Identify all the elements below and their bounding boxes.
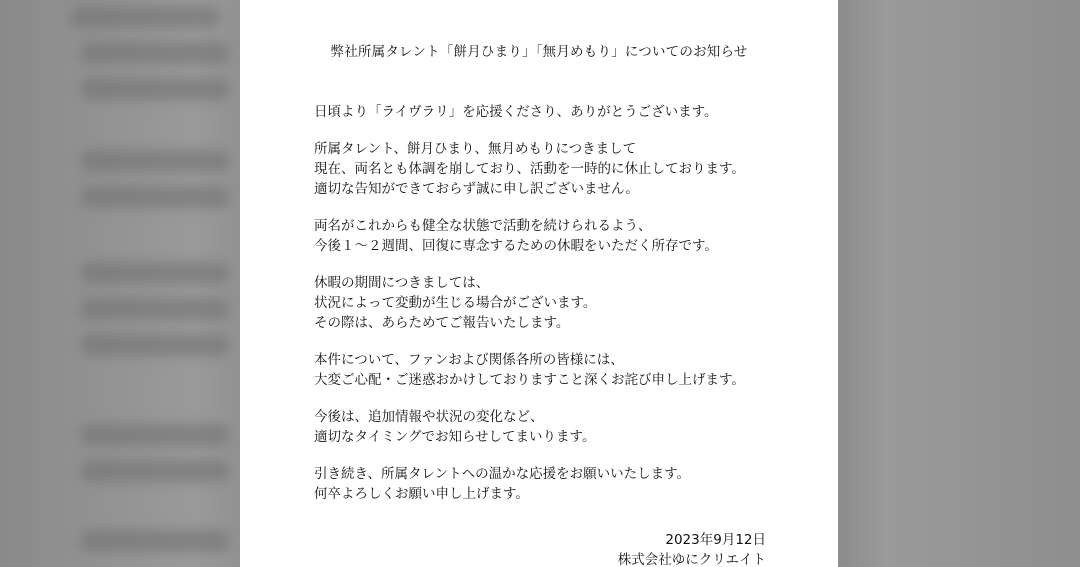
paragraph xyxy=(314,407,814,447)
blurred-text-decoration xyxy=(80,460,230,482)
document-body xyxy=(314,102,814,521)
paragraph xyxy=(314,273,814,333)
blurred-text-decoration xyxy=(80,424,230,446)
company-name: 株式会社ゆにクリエイト xyxy=(617,552,766,567)
body-line: 今後１～２週間、回復に専念するための休暇をいただく所存です。 xyxy=(314,238,718,254)
blurred-text-decoration xyxy=(70,6,220,28)
blurred-text-decoration xyxy=(80,186,230,208)
blurred-text-decoration xyxy=(80,78,230,100)
body-line: 現在、両名とも体調を崩しており、活動を一時的に休止しております。 xyxy=(314,161,745,177)
blurred-text-decoration xyxy=(80,298,230,320)
body-line: 適切なタイミングでお知らせしてまいります。 xyxy=(314,429,596,445)
body-line: 日頃より「ライヴラリ」を応援くださり、ありがとうございます。 xyxy=(314,104,718,120)
body-line: 休暇の期間につきましては、 xyxy=(314,275,490,291)
body-line: 何卒よろしくお願い申し上げます。 xyxy=(314,486,529,502)
paragraph xyxy=(314,139,814,199)
body-line: 引き続き、所属タレントへの温かな応援をお願いいたします。 xyxy=(314,466,691,482)
paragraph xyxy=(314,350,814,390)
blurred-text-decoration xyxy=(80,334,230,356)
notice-document xyxy=(240,0,838,567)
body-line: 今後は、追加情報や状況の変化など、 xyxy=(314,409,544,425)
body-line: 両名がこれからも健全な状態で活動を続けられるよう、 xyxy=(314,218,652,234)
blurred-text-decoration xyxy=(80,530,230,552)
body-line: 所属タレント、餅月ひまり、無月めもりにつきまして xyxy=(314,141,637,157)
body-line: 状況によって変動が生じる場合がございます。 xyxy=(314,295,597,311)
blurred-text-decoration xyxy=(80,262,230,284)
paragraph xyxy=(314,464,814,504)
blurred-text-decoration xyxy=(80,150,230,172)
document-title: 弊社所属タレント「餅月ひまり」「無月めもり」についてのお知らせ xyxy=(330,44,748,60)
blurred-text-decoration xyxy=(80,42,230,64)
body-line: 適切な告知ができておらず誠に申し訳ございません。 xyxy=(314,181,639,197)
body-line: その際は、あらためてご報告いたします。 xyxy=(314,315,570,331)
paragraph xyxy=(314,216,814,256)
document-date: 2023年9月12日 xyxy=(665,532,766,548)
paragraph xyxy=(314,102,814,122)
body-line: 大変ご心配・ご迷惑おかけしておりますこと深くお詫び申し上げます。 xyxy=(314,372,745,388)
signature-block xyxy=(618,530,766,567)
body-line: 本件について、ファンおよび関係各所の皆様には、 xyxy=(314,352,624,368)
